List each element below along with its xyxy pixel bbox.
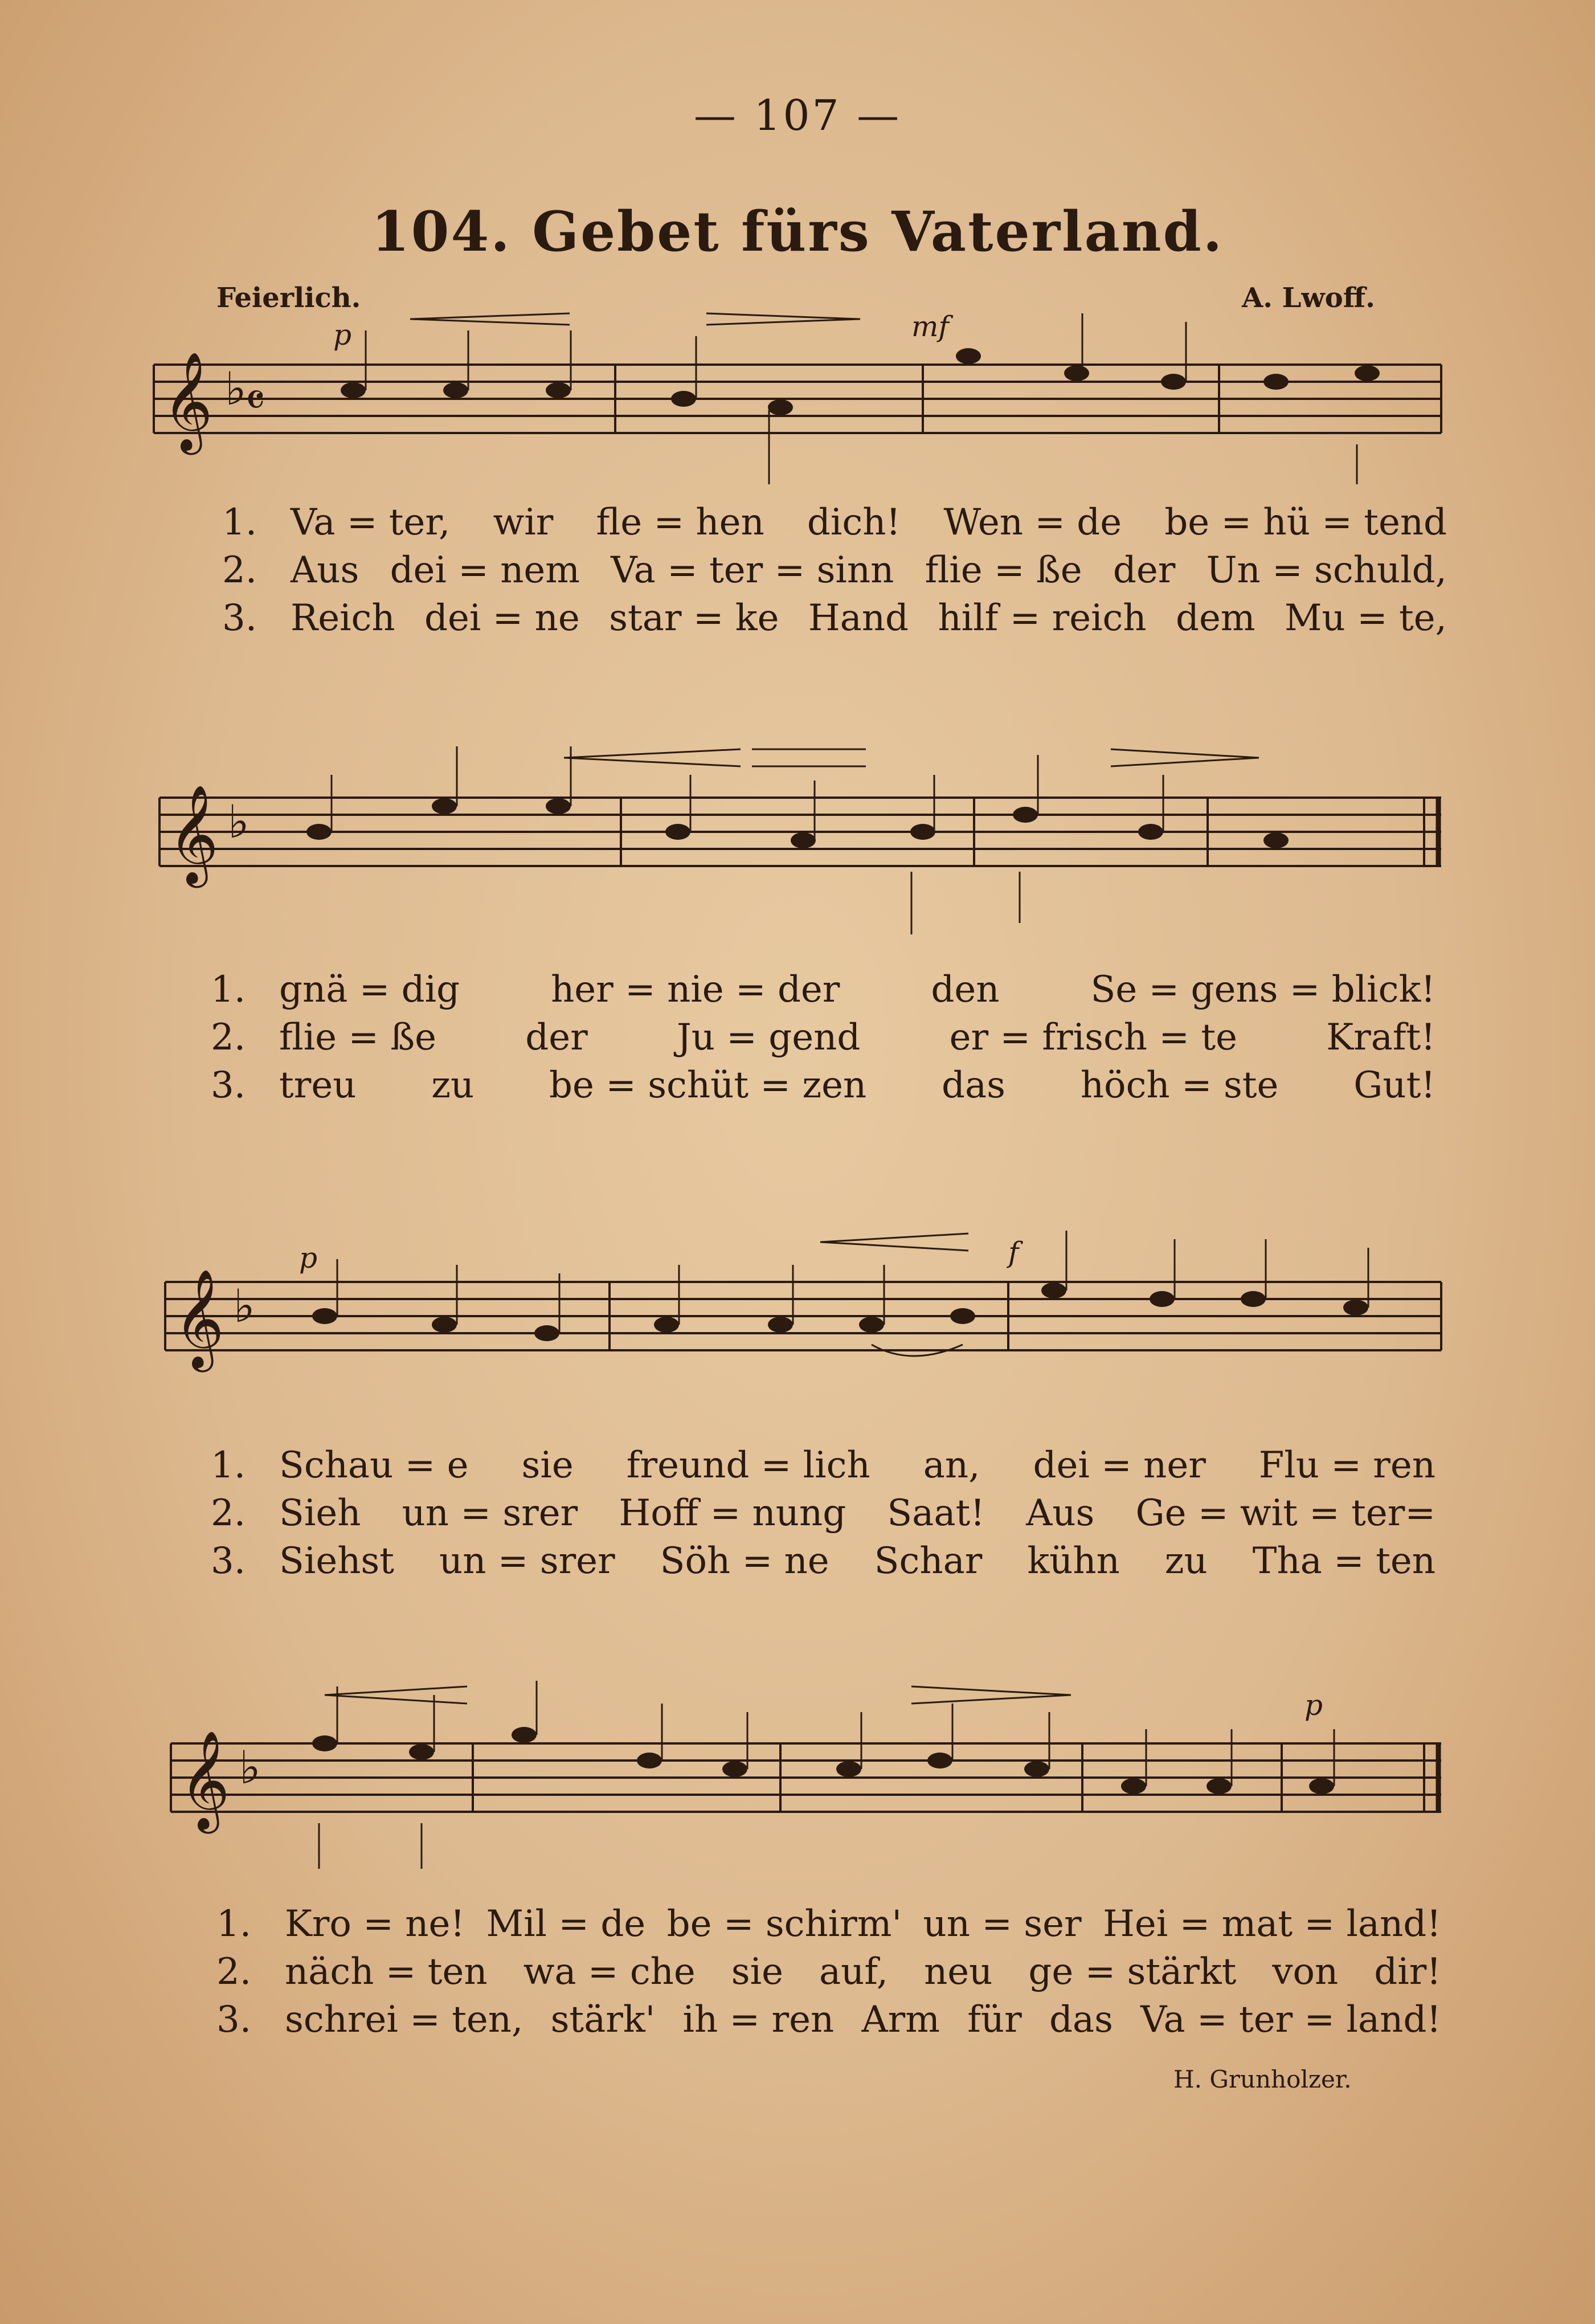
song-title: 104. Gebet fürs Vaterland.	[371, 199, 1224, 264]
page-number: — 107 —	[693, 91, 902, 140]
lyric-line-1: 1. gnä = dig her = nie = der den Se = gens = blick!	[211, 969, 1436, 1011]
dynamic-p-1: p	[333, 318, 352, 352]
lyrics-block-3	[211, 1444, 1436, 1588]
composer: A. Lwoff.	[1242, 282, 1375, 314]
lyric-line-1: 1. Va = ter, wir fle = hen dich! Wen = de be = hü = tend	[222, 501, 1447, 544]
dynamic-p-4: p	[1304, 1689, 1323, 1722]
lyricist-credit: H. Grunholzer.	[1173, 2065, 1352, 2093]
lyric-line-3: 3. schrei = ten, stärk' ih = ren Arm für das Va = ter = land!	[216, 1999, 1441, 2041]
lyric-line-2: 2. flie = ße der Ju = gend er = frisch = te Kraft!	[211, 1016, 1436, 1059]
lyrics-block-4	[216, 1903, 1441, 2047]
lyric-line-3: 3. Siehst un = srer Söh = ne Schar kühn zu Tha = ten	[211, 1540, 1436, 1582]
dynamic-p-3: p	[299, 1241, 318, 1275]
music-staff-3	[0, 1231, 1595, 1436]
music-staff-2	[0, 741, 1595, 946]
lyric-line-2: 2. Sieh un = srer Hoff = nung Saat! Aus Ge = wit = ter=	[211, 1492, 1436, 1534]
lyric-line-2: 2. Aus dei = nem Va = ter = sinn flie = ße der Un = schuld,	[222, 549, 1447, 591]
svg-text:𝄞: 𝄞	[179, 1730, 230, 1829]
tempo-marking: Feierlich.	[216, 282, 361, 314]
lyric-line-1: 1. Schau = e sie freund = lich an, dei = ner Flu = ren	[211, 1444, 1436, 1486]
svg-text:♭: ♭	[225, 362, 247, 415]
svg-text:♭: ♭	[228, 795, 250, 848]
music-staff-4	[0, 1681, 1595, 1886]
svg-text:𝄞: 𝄞	[162, 352, 213, 451]
dynamic-mf-1: mf	[911, 310, 949, 343]
lyric-line-3: 3. treu zu be = schüt = zen das höch = ste Gut!	[211, 1064, 1436, 1106]
lyric-line-1: 1. Kro = ne! Mil = de be = schirm' un = ser Hei = mat = land!	[216, 1903, 1441, 1945]
lyric-line-3: 3. Reich dei = ne star = ke Hand hilf = reich dem Mu = te,	[222, 597, 1447, 639]
lyric-line-2: 2. näch = ten wa = che sie auf, neu ge = stärkt von dir!	[216, 1951, 1441, 1993]
svg-text:𝄞: 𝄞	[174, 1269, 224, 1368]
svg-text:♭: ♭	[239, 1741, 261, 1794]
music-staff-1	[0, 296, 1595, 501]
svg-text:𝄞: 𝄞	[168, 785, 219, 884]
lyrics-block-1	[222, 501, 1447, 645]
svg-text:𝄴: 𝄴	[245, 374, 265, 427]
dynamic-f-3: f	[1008, 1236, 1019, 1269]
svg-text:♭: ♭	[234, 1280, 255, 1333]
lyrics-block-2	[211, 969, 1436, 1112]
